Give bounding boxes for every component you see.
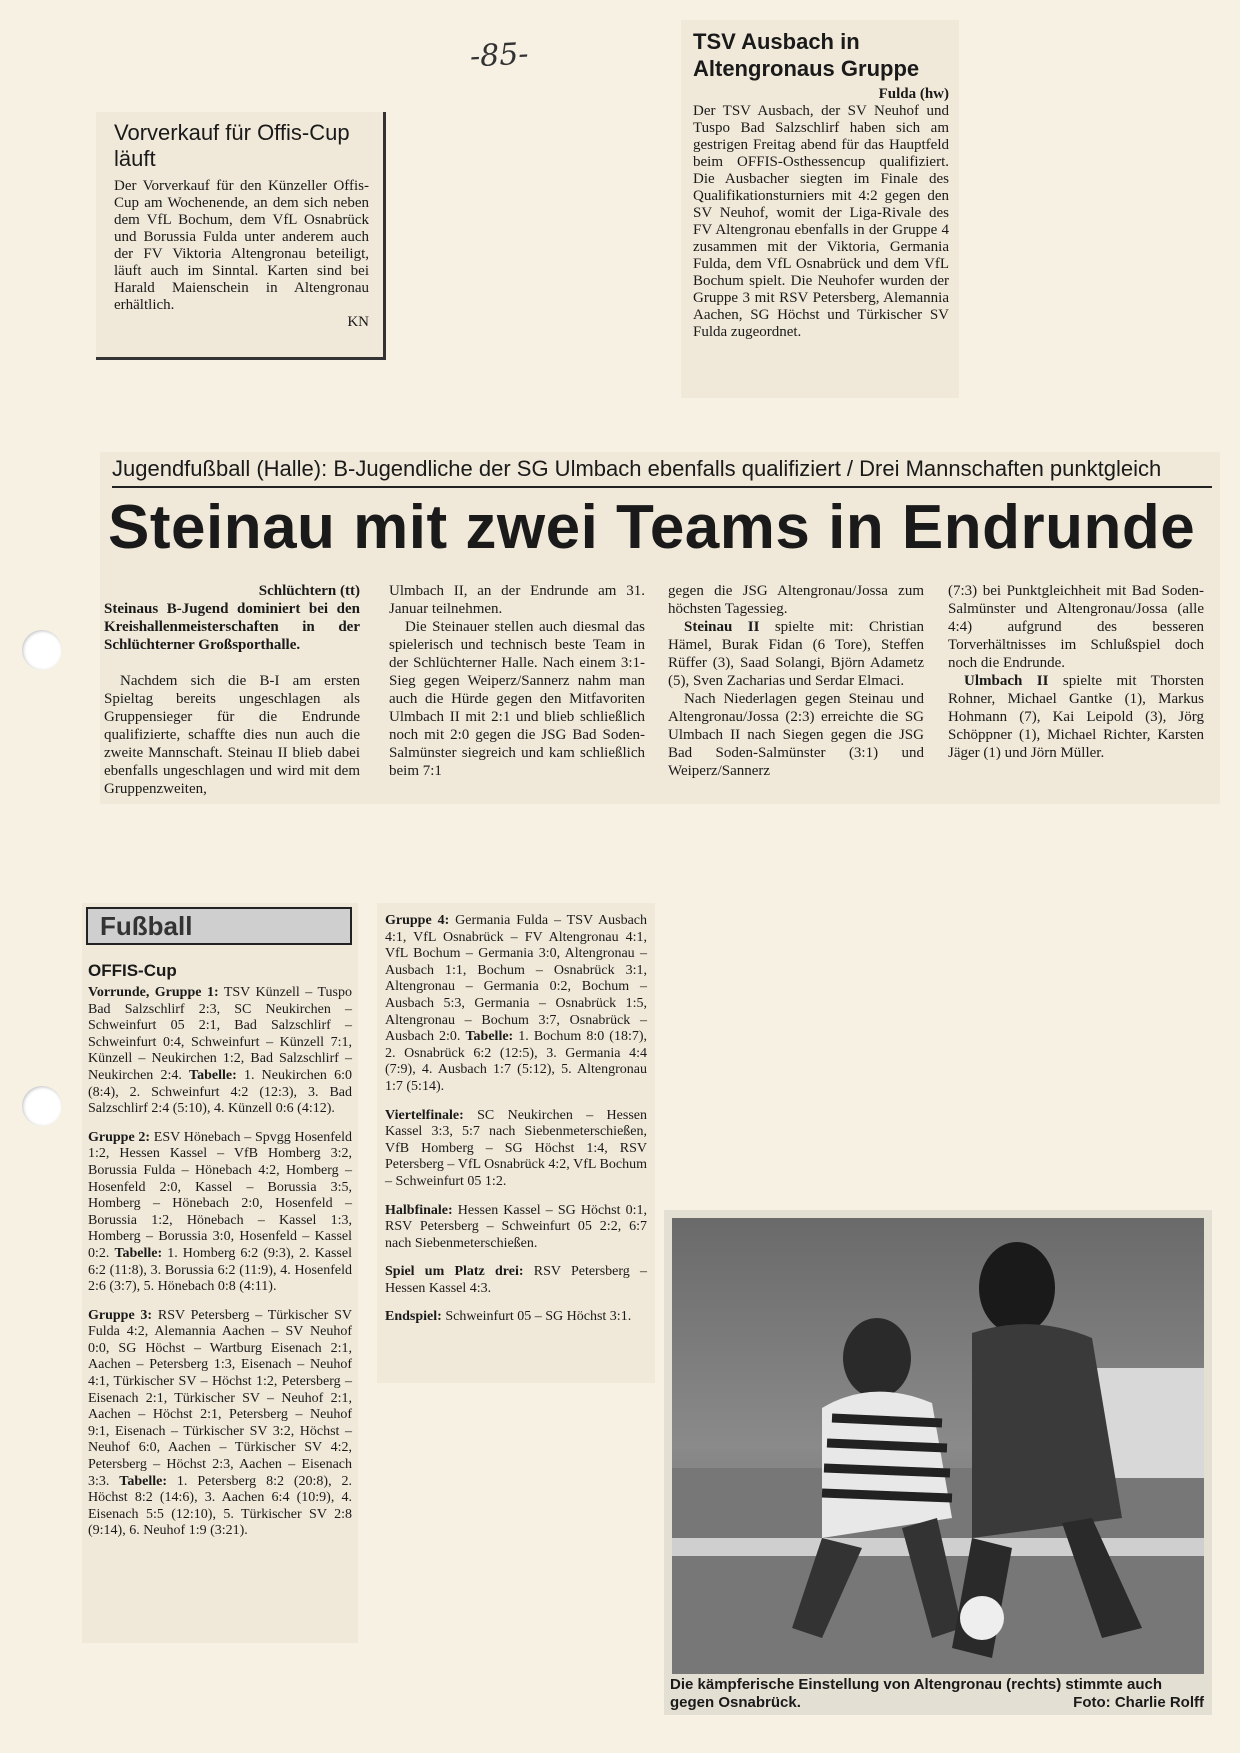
photo-credit: Foto: Charlie Rolff <box>1073 1694 1204 1711</box>
article-paragraph: Ulmbach II spielte mit Thorsten Rohner, Michael Gantke (1), Markus Hohmann (7), Kai Leipold (3), Jörg Schöppner (1), Michael Richter, Karsten Jäger (1) und Jörn Müller. <box>948 673 1204 761</box>
results-third-place: Spiel um Platz drei: RSV Petersberg – Hessen Kassel 4:3. <box>385 1264 647 1296</box>
article-column-1 <box>104 582 360 798</box>
punch-hole-bottom <box>22 1086 62 1126</box>
article-paragraph: Steinau II spielte mit: Christian Hämel, Burak Fidan (6 Tore), Steffen Rüffer (3), Saad Solangi, Björn Adametz (5), Sven Zacharias und Serdar Elmaci. <box>668 619 924 689</box>
results-column-1 <box>82 903 358 1643</box>
results-final: Endspiel: Schweinfurt 05 – SG Höchst 3:1. <box>385 1309 632 1325</box>
box-dateline: Fulda (hw) <box>878 86 949 102</box>
box-text: Der TSV Ausbach, der SV Neuhof und Tuspo Bad Salzschlirf haben sich am gestrigen Freitag abend für das Hauptfeld beim OFFIS-Osthessencup qualifiziert. Die Ausbacher siegten im Finale des Qualifikationsturniers mit 4:2 gegen den SV Neuhof, womit der Liga-Rivale des FV Altengronau ebenfalls in der Gruppe 4 zusammen mit der Viktoria, Germania Fulda, dem VfL Osnabrück und dem VfL Bochum spielt. Die Neuhofer wurden der Gruppe 3 mit RSV Petersberg, Alemannia Aachen, SG Höchst und Türkischer SV Fulda zugeordnet. <box>693 103 949 340</box>
box-text: Der Vorverkauf für den Künzeller Offis-Cup am Wochenende, an dem sich neben dem VfL Bochum, dem VfL Osnabrück und Borussia Fulda unter anderem auch der FV Viktoria Altengronau beteiligt, läuft auch im Sinntal. Karten sind bei Harald Maienschein in Altengronau erhältlich. KN <box>114 178 369 330</box>
box-source: KN <box>347 314 369 330</box>
match-photo <box>672 1218 1204 1674</box>
results-quarterfinal: Viertelfinale: SC Neukirchen – Hessen Kassel 3:3, 5:7 nach Siebenmeterschießen, VfB Homberg – SG Höchst 1:4, RSV Petersberg – VfL Osnabrück 4:2, VfL Bochum – Schweinfurt 05 1:2. <box>385 1107 647 1189</box>
results-group-4: Gruppe 4: Germania Fulda – TSV Ausbach 4:1, VfL Osnabrück – FV Altengronau 4:1, VfL Bochum – Germania 3:0, Altengronau – Ausbach 1:1, Bochum – Osnabrück 3:1, Altengronau – Germania 0:2, Bochum – Ausbach 5:3, Germania – Osnabrück 1:5, Altengronau – Bochum 3:7, Osnabrück – Ausbach 2:0. Tabelle: 1. Bochum 8:0 (18:7), 2. Osnabrück 6:2 (12:5), 3. Germania 4:4 (7:9), 4. Ausbach 1:7 (5:12), 5. Altengronau 1:7 (5:14). <box>385 913 647 1094</box>
box-title: Vorverkauf für Offis-Cup läuft <box>114 120 350 171</box>
news-box-ausbach <box>681 20 959 398</box>
article-dateline: Schlüchtern (tt) <box>258 583 360 599</box>
article-kicker: Jugendfußball (Halle): B-Jugendliche der SG Ulmbach ebenfalls qualifiziert / Drei Mannschaften punktgleich <box>112 452 1212 488</box>
article-paragraph: (7:3) bei Punktgleichheit mit Bad Soden-Salmünster und Altengronau/Jossa (alle 4:4) aufgrund des besseren Torverhältnisses im Schlußspiel doch noch die Endrunde. <box>948 583 1204 671</box>
photo-block <box>664 1210 1212 1715</box>
article-paragraph: Ulmbach II, an der Endrunde am 31. Januar teilnehmen. <box>389 583 645 617</box>
article-paragraph: Nach Niederlagen gegen Steinau und Altengronau/Jossa (2:3) erreichte die SG Ulmbach II nach Siegen gegen die JSG Bad Soden-Salmünster (3:1) und Weiperz/Sannerz <box>668 691 924 779</box>
main-article <box>100 452 1220 804</box>
results-column-2 <box>377 903 655 1383</box>
photo-caption: Die kämpferische Einstellung von Altengronau (rechts) stimmte auch gegen Osnabrück. <box>670 1676 1163 1711</box>
article-paragraph: Die Steinauer stellen auch diesmal das spielerisch und technisch beste Team in der Schlüchterner Halle. Nach einem 3:1-Sieg gegen Weiperz/Sannerz nahm man auch die Hürde gegen den Mitfavoriten Ulmbach II mit 2:1 und blieb schließlich noch mit 2:0 gegen die JSG Bad Soden-Salmünster siegreich und kam schließlich beim 7:1 <box>389 619 645 779</box>
article-paragraph: Nachdem sich die B-I am ersten Spieltag bereits ungeschlagen als Gruppensieger für die Endrunde qualifizierte, schaffte dies nun auch die zweite Mannschaft. Steinau II blieb dabei ebenfalls ungeschlagen und wird mit dem Gruppenzweiten, <box>104 673 360 797</box>
cup-title: OFFIS-Cup <box>88 961 177 980</box>
results-group-3: Gruppe 3: RSV Petersberg – Türkischer SV Fulda 4:2, Alemannia Aachen – SV Neuhof 0:0, SG Höchst – Wartburg Eisenach 2:1, Aachen – Petersberg 1:3, Eisenach – Neuhof 4:1, Türkischer SV – Höchst 1:2, Petersberg – Eisenach 2:1, Türkischer SV – Neuhof 2:1, Aachen – Höchst 2:1, Petersberg – Neuhof 9:1, Eisenach – Türkischer SV 3:2, Höchst – Neuhof 6:0, Aachen – Türkischer SV 4:2, Petersberg – Höchst 2:3, Aachen – Eisenach 3:3. Tabelle: 1. Petersberg 8:2 (20:8), 2. Höchst 8:2 (14:6), 3. Aachen 6:4 (10:9), 4. Eisenach 5:5 (12:10), 5. Türkischer SV 2:8 (9:14), 6. Neuhof 1:9 (3:21). <box>88 1307 353 1539</box>
article-paragraph: gegen die JSG Altengronau/Jossa zum höchsten Tagessieg. <box>668 583 924 617</box>
section-title: Fußball <box>86 907 352 945</box>
article-headline: Steinau mit zwei Teams in Endrunde <box>108 493 1196 562</box>
article-column-4 <box>948 582 1204 762</box>
box-title: TSV Ausbach in Altengronaus Gruppe <box>693 29 920 81</box>
article-column-3 <box>668 582 924 780</box>
punch-hole-top <box>22 630 62 670</box>
article-lead: Steinaus B-Jugend dominiert bei den Kreishallenmeisterschaften in der Schlüchterner Großsporthalle. <box>104 601 360 653</box>
results-group-2: Gruppe 2: ESV Hönebach – Spvgg Hosenfeld 1:2, Hessen Kassel – VfB Homberg 3:2, Borussia Fulda – Hönebach 4:2, Homberg – Hosenfeld 2:0, Kassel – Borussia 3:5, Homberg – Hönebach 2:0, Hosenfeld – Borussia 1:2, Hönebach – Kassel 1:3, Homberg – Borussia 3:0, Hosenfeld – Kassel 0:2. Tabelle: 1. Homberg 6:2 (9:3), 2. Kassel 6:2 (11:8), 3. Borussia 6:2 (11:9), 4. Hosenfeld 2:6 (3:7), 5. Hönebach 0:8 (4:11). <box>88 1129 352 1295</box>
news-box-vorverkauf <box>96 112 386 360</box>
results-semifinal: Halbfinale: Hessen Kassel – SG Höchst 0:1, RSV Petersberg – Schweinfurt 05 2:2, 6:7 nach Siebenmeterschießen. <box>385 1202 647 1251</box>
page-number: -85- <box>469 36 530 75</box>
results-group-1: Vorrunde, Gruppe 1: TSV Künzell – Tuspo Bad Salzschlirf 2:3, SC Neukirchen – Schweinfurt 05 2:1, Bad Salzschlirf – Schweinfurt 0:4, Schweinfurt – Künzell 7:1, Künzell – Neukirchen 1:2, Bad Salzschlirf – Neukirchen 2:4. Tabelle: 1. Neukirchen 6:0 (8:4), 2. Schweinfurt 4:2 (12:3), 3. Bad Salzschlirf 2:4 (5:10), 4. Künzell 0:6 (4:12). <box>88 985 352 1117</box>
article-column-2 <box>389 582 645 780</box>
